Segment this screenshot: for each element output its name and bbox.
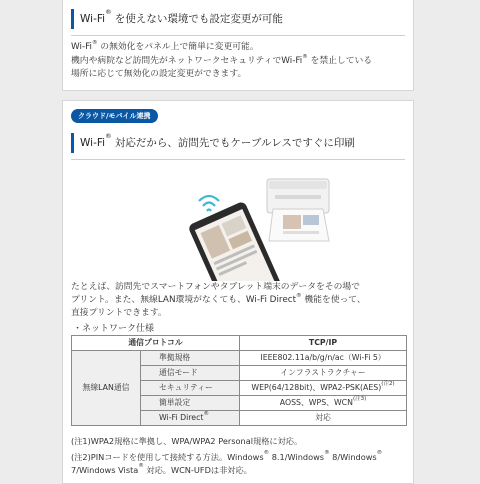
description-line	[71, 41, 405, 54]
registered-mark: ®	[296, 293, 302, 299]
table-key-cell	[141, 411, 240, 426]
value-text: WEP(64/128bit)、WPA2-PSK(AES)	[251, 383, 382, 392]
table-value-cell: 対応	[240, 411, 407, 426]
table-header-cell: 通信プロトコル	[72, 336, 240, 351]
wifi-signal-icon	[199, 196, 219, 201]
body-line: 直接プリントできます。	[71, 308, 167, 318]
table-value-cell	[240, 381, 407, 396]
heading-text: Wi-Fi	[80, 137, 106, 149]
table-key-cell: 準拠規格	[141, 351, 240, 366]
printer-icon	[267, 179, 329, 241]
network-spec-table	[71, 335, 407, 426]
footnote-ref: (注2)	[381, 381, 395, 387]
description-line	[71, 55, 405, 68]
heading-text: を使えない環境でも設定変更が可能	[111, 13, 283, 25]
registered-mark: ®	[92, 40, 98, 46]
heading-text: Wi-Fi	[80, 13, 106, 25]
text: (注2)PINコードを使用して接続する方法。Windows	[71, 452, 264, 462]
value-text: AOSS、WPS、WCN	[279, 398, 353, 407]
table-header-cell: TCP/IP	[240, 336, 407, 351]
registered-mark: ®	[138, 463, 144, 469]
text: を禁止している	[307, 56, 373, 66]
printer-smartphone-illustration	[157, 171, 337, 281]
table-key-cell: 通信モード	[141, 366, 240, 381]
footnote	[71, 451, 409, 464]
registered-mark: ®	[324, 450, 330, 456]
table-category-cell: 無線LAN通信	[72, 351, 141, 426]
registered-mark: ®	[105, 132, 112, 140]
section-heading	[71, 9, 405, 29]
table-value-cell: インフラストラクチャー	[240, 366, 407, 381]
category-badge: クラウド/モバイル連携	[71, 109, 158, 123]
table-value-cell: IEEE802.11a/b/g/n/ac（Wi-Fi 5）	[240, 351, 407, 366]
text: 8.1/Windows	[269, 452, 325, 462]
registered-mark: ®	[302, 54, 308, 60]
table-key-cell: 簡単設定	[141, 396, 240, 411]
footnote-ref: (注3)	[352, 396, 367, 402]
text: 機能を使って、	[301, 295, 366, 305]
text: の無効化をパネル上で簡単に変更可能。	[97, 42, 259, 52]
text: Wi-Fi	[71, 42, 92, 52]
body-line	[71, 294, 405, 307]
body-line: たとえば、訪問先でスマートフォンやタブレット端末のデータをその場で	[71, 282, 360, 292]
registered-mark: ®	[105, 8, 112, 16]
section-heading	[71, 133, 405, 153]
text: プリント。また、無線LAN環境がなくても、Wi-Fi Direct	[71, 295, 297, 305]
table-header-row	[72, 336, 407, 351]
registered-mark: ®	[376, 450, 383, 456]
registered-mark: ®	[263, 450, 270, 456]
table-key-cell: セキュリティー	[141, 381, 240, 396]
divider	[71, 159, 405, 160]
feature-card-wifi-toggle	[62, 0, 414, 91]
text: 機内や病院など訪問先がネットワークセキュリティでWi-Fi	[71, 56, 303, 66]
text: 8/Windows	[329, 452, 377, 462]
description-line: 場所に応じて無効化の設定変更ができます。	[71, 69, 247, 79]
spec-title: ・ネットワーク仕様	[73, 324, 155, 334]
divider	[71, 35, 405, 36]
text: 7/Windows Vista	[71, 465, 139, 475]
heading-text: 対応だから、訪問先でもケーブルレスですぐに印刷	[111, 137, 355, 149]
key-text: Wi-Fi Direct	[159, 413, 204, 422]
footnote: (注1)WPA2規格に準拠し、WPA/WPA2 Personal規格に対応。	[71, 436, 303, 446]
registered-mark: ®	[203, 411, 209, 417]
text: 対応。WCN-UFDは非対応。	[143, 465, 252, 475]
footnote	[71, 464, 409, 477]
table-value-cell	[240, 396, 407, 411]
table-row	[72, 351, 407, 366]
feature-card-wifi-cloud	[62, 100, 414, 484]
